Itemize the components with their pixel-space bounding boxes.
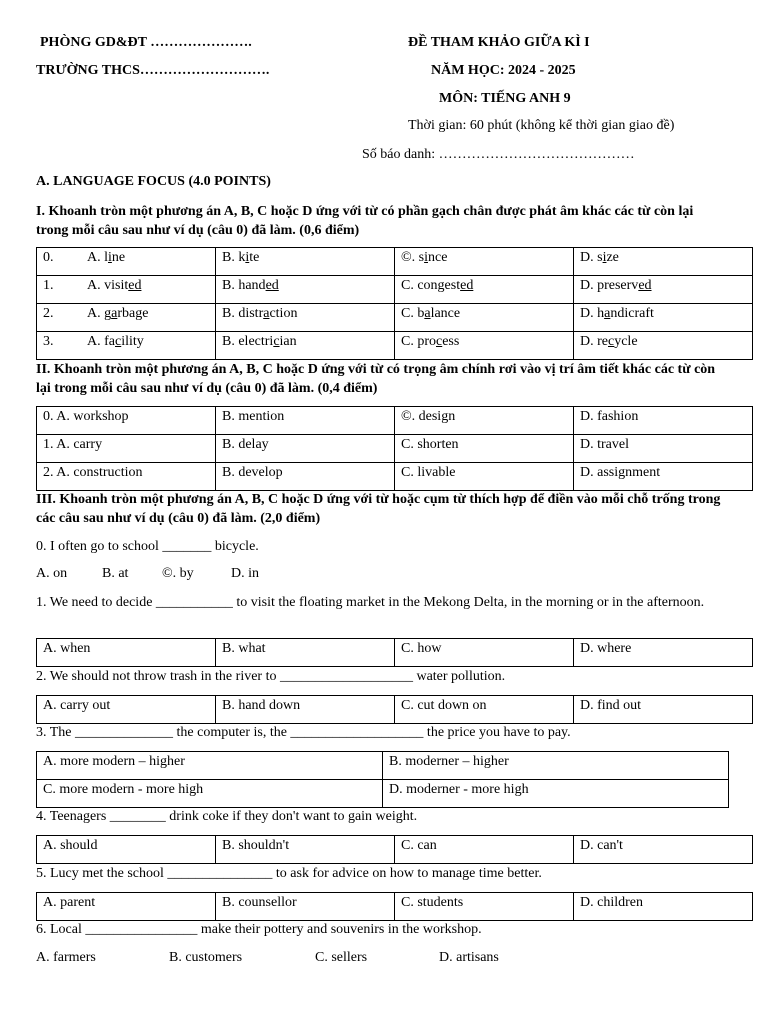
option[interactable] (395, 332, 574, 360)
question-number: 2. (43, 306, 54, 321)
word-part: ian (279, 334, 297, 349)
question-4-options (36, 835, 753, 864)
underlined-part: c (436, 334, 443, 349)
dept-label: PHÒNG GD&ĐT …………………. (40, 35, 252, 50)
part1-table (36, 247, 753, 360)
word-part: B. hand (222, 278, 266, 293)
option[interactable] (574, 304, 753, 332)
option[interactable]: A. parent (37, 893, 216, 921)
option[interactable] (574, 332, 753, 360)
option[interactable]: B. customers (169, 950, 243, 965)
option[interactable] (37, 304, 216, 332)
option[interactable]: B. counsellor (216, 893, 395, 921)
word-part: C. pro (401, 334, 436, 349)
option[interactable]: 1. A. carry (37, 435, 216, 463)
question-5: 5. Lucy met the school _______________ to ask for advice on how to manage time better. (36, 866, 542, 881)
option[interactable]: A. on (36, 566, 68, 581)
option[interactable]: C. more modern - more high (37, 780, 383, 808)
word-part: te (249, 250, 260, 265)
option[interactable]: B. at (102, 566, 129, 581)
option[interactable]: A. farmers (36, 950, 96, 965)
word-part: ne (111, 250, 126, 265)
option[interactable]: B. develop (216, 463, 395, 491)
word-part: rbage (117, 306, 149, 321)
question-number: 1. (43, 278, 54, 293)
exam-title: ĐỀ THAM KHẢO GIỮA KÌ I (408, 35, 590, 50)
question-6: 6. Local ________________ make their pottery and souvenirs in the workshop. (36, 922, 482, 937)
option[interactable] (574, 248, 753, 276)
option[interactable] (395, 248, 574, 276)
question-3: 3. The ______________ the computer is, the ___________________ the price you have to pay. (36, 725, 571, 740)
word-part: ess (442, 334, 460, 349)
word-part: D. h (580, 306, 605, 321)
underlined-part: ed (460, 278, 474, 293)
option[interactable] (395, 304, 574, 332)
option[interactable]: ©. by (162, 566, 194, 581)
word-part: nce (427, 250, 448, 265)
table-row (37, 407, 753, 435)
option[interactable]: A. carry out (37, 696, 216, 724)
candidate-number: Số báo danh: …………………………………… (362, 147, 635, 162)
option[interactable] (216, 332, 395, 360)
option[interactable]: B. mention (216, 407, 395, 435)
question-5-options (36, 892, 753, 921)
word-part: A. fa (87, 334, 115, 349)
part1-instruction: I. Khoanh tròn một phương án A, B, C hoặc D ứng với từ có phần gạch chân được phát âm khác các từ còn lại trong mỗi câu sau như ví dụ (câu 0) đã làm. (0,6 điểm) (36, 204, 694, 238)
option[interactable]: A. when (37, 639, 216, 667)
table-row (37, 435, 753, 463)
option[interactable]: B. what (216, 639, 395, 667)
exam-time: Thời gian: 60 phút (không kể thời gian giao đề) (408, 118, 675, 133)
word-part: B. distr (222, 306, 264, 321)
option[interactable] (37, 248, 216, 276)
table-row (37, 276, 753, 304)
option[interactable]: C. sellers (315, 950, 368, 965)
option[interactable]: D. fashion (574, 407, 753, 435)
table-row (37, 304, 753, 332)
question-number: 3. (43, 334, 54, 349)
underlined-part: a (424, 306, 431, 321)
section-a-title: A. LANGUAGE FOCUS (4.0 POINTS) (36, 174, 271, 189)
option[interactable] (216, 248, 395, 276)
question-number: 0. (43, 250, 54, 265)
option[interactable]: ©. design (395, 407, 574, 435)
table-row (37, 248, 753, 276)
table-row (37, 463, 753, 491)
option[interactable] (216, 276, 395, 304)
school-label: TRƯỜNG THCS………………………. (36, 63, 270, 78)
underlined-part: ed (638, 278, 652, 293)
option[interactable] (37, 276, 216, 304)
underlined-part: i (108, 250, 112, 265)
word-part: ction (269, 306, 298, 321)
option[interactable]: D. moderner - more high (383, 780, 729, 808)
word-part: D. preserv (580, 278, 639, 293)
school-year: NĂM HỌC: 2024 - 2025 (431, 63, 576, 78)
option[interactable]: D. children (574, 893, 753, 921)
underlined-part: i (602, 250, 607, 265)
word-part: ndicraft (610, 306, 654, 321)
part2-instruction: II. Khoanh tròn một phương án A, B, C hoặc D ứng với từ có trọng âm chính rơi vào vị trí âm tiết khác các từ còn lại trong mỗi câu sau như ví dụ (câu 0) đã làm. (0,4 điểm) (36, 362, 716, 396)
option[interactable]: A. more modern – higher (37, 752, 383, 780)
option[interactable] (395, 276, 574, 304)
question-0: 0. I often go to school _______ bicycle. (36, 539, 259, 554)
option[interactable]: 2. A. construction (37, 463, 216, 491)
question-4: 4. Teenagers ________ drink coke if they don't want to gain weight. (36, 809, 418, 824)
part3-instruction: III. Khoanh tròn một phương án A, B, C hoặc D ứng với từ hoặc cụm từ thích hợp để điền vào mỗi chỗ trống trong các câu sau như ví dụ (câu 0) đã làm. (2,0 điểm) (36, 492, 721, 526)
word-part: B. electri (222, 334, 274, 349)
word-part: ©. s (401, 250, 425, 265)
option[interactable]: B. moderner – higher (383, 752, 729, 780)
word-part: A. visit (87, 278, 129, 293)
option[interactable]: B. delay (216, 435, 395, 463)
word-part: A. l (87, 250, 108, 265)
option[interactable]: C. can (395, 836, 574, 864)
question-2-options (36, 695, 753, 724)
option[interactable] (216, 304, 395, 332)
word-part: ze (606, 250, 619, 265)
question-1: 1. We need to decide ___________ to visit the floating market in the Mekong Delta, in the morning or in the afternoon. (36, 595, 705, 610)
underlined-part: a (604, 306, 611, 321)
word-part: ility (121, 334, 144, 349)
option[interactable]: C. cut down on (395, 696, 574, 724)
word-part: B. k (222, 250, 246, 265)
underlined-part: c (273, 334, 280, 349)
word-part: A. g (87, 306, 112, 321)
option[interactable]: C. shorten (395, 435, 574, 463)
option[interactable]: D. in (231, 566, 259, 581)
option[interactable]: D. can't (574, 836, 753, 864)
option[interactable] (37, 332, 216, 360)
option[interactable]: A. should (37, 836, 216, 864)
question-0-options (36, 564, 722, 583)
word-part: C. b (401, 306, 425, 321)
table-row (37, 332, 753, 360)
subject: MÔN: TIẾNG ANH 9 (439, 91, 571, 106)
underlined-part: a (111, 306, 118, 321)
underlined-part: c (608, 334, 615, 349)
underlined-part: i (245, 250, 250, 265)
question-1-options (36, 638, 753, 667)
underlined-part: c (115, 334, 122, 349)
option[interactable]: 0. A. workshop (37, 407, 216, 435)
word-part: C. congest (401, 278, 461, 293)
word-part: D. re (580, 334, 608, 349)
option[interactable]: D. where (574, 639, 753, 667)
option[interactable] (574, 276, 753, 304)
option[interactable]: B. hand down (216, 696, 395, 724)
option[interactable]: B. shouldn't (216, 836, 395, 864)
word-part: ycle (614, 334, 638, 349)
option[interactable]: D. find out (574, 696, 753, 724)
underlined-part: i (424, 250, 428, 265)
option[interactable]: C. students (395, 893, 574, 921)
underlined-part: ed (128, 278, 142, 293)
option[interactable]: D. assignment (574, 463, 753, 491)
word-part: lance (430, 306, 461, 321)
underlined-part: ed (265, 278, 279, 293)
word-part: D. s (580, 250, 603, 265)
option[interactable]: D. travel (574, 435, 753, 463)
option[interactable]: C. how (395, 639, 574, 667)
option[interactable]: C. livable (395, 463, 574, 491)
underlined-part: a (263, 306, 270, 321)
part2-table (36, 406, 753, 491)
question-3-options (36, 751, 729, 808)
question-6-options (36, 948, 722, 967)
question-2: 2. We should not throw trash in the river to ___________________ water pollution. (36, 669, 506, 684)
option[interactable]: D. artisans (439, 950, 499, 965)
